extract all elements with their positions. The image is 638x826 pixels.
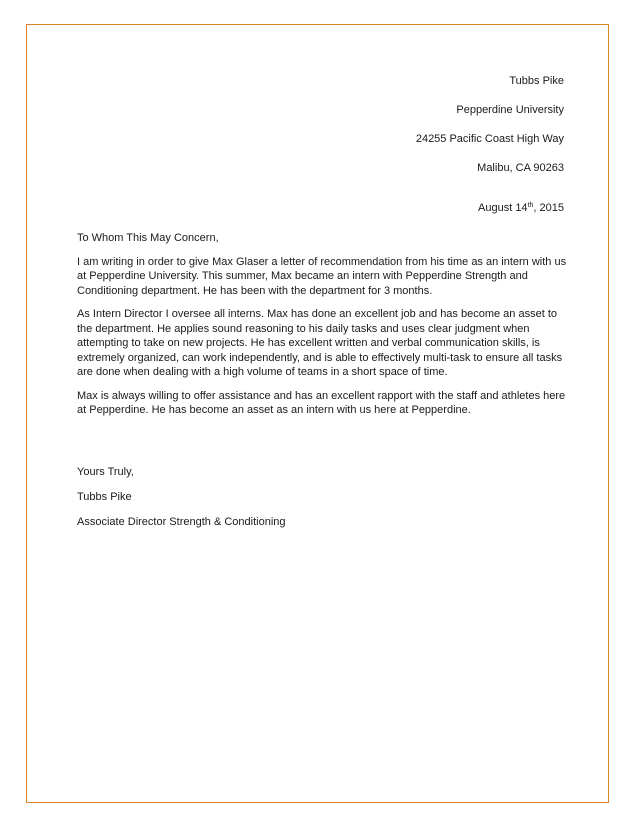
signer-name: Tubbs Pike — [77, 491, 132, 503]
letter-body — [77, 231, 567, 427]
date-month-day: August 14 — [478, 202, 528, 214]
paragraph-rapport: Max is always willing to offer assistance and has an excellent rapport with the staff and athletes here at Pepperdine. He has become an asset as an intern with us here at Pepperdine. — [77, 389, 566, 416]
closing-block — [77, 467, 286, 542]
date-year: , 2015 — [533, 202, 564, 214]
signer-title: Associate Director Strength & Conditioning — [77, 516, 286, 528]
date-suffix: th — [527, 202, 534, 209]
sender-address-block — [416, 76, 564, 192]
letter-date — [478, 202, 564, 214]
sender-organization: Pepperdine University — [456, 104, 564, 116]
valediction: Yours Truly, — [77, 466, 134, 478]
paragraph-introduction: I am writing in order to give Max Glaser a letter of recommendation from his time as an intern with us at Pepperdine University. This summer, Max became an intern with Pepperdine Strength and Conditioning department. He has been with the department for 3 months. — [77, 255, 567, 297]
sender-name: Tubbs Pike — [509, 75, 564, 87]
greeting: To Whom This May Concern, — [77, 232, 219, 244]
sender-city: Malibu, CA 90263 — [477, 162, 564, 174]
paragraph-performance: As Intern Director I oversee all interns. Max has done an excellent job and has become an asset to the department. He applies sound reasoning to his daily tasks and uses clear judgment when attempting to take on new projects. He has excellent written and verbal communication skills, is extremely organized, can work independently, and is able to effectively multi-task to ensure all tasks are done when dealing with a high volume of teams in a short space of time. — [77, 308, 563, 378]
sender-street: 24255 Pacific Coast High Way — [415, 133, 564, 145]
